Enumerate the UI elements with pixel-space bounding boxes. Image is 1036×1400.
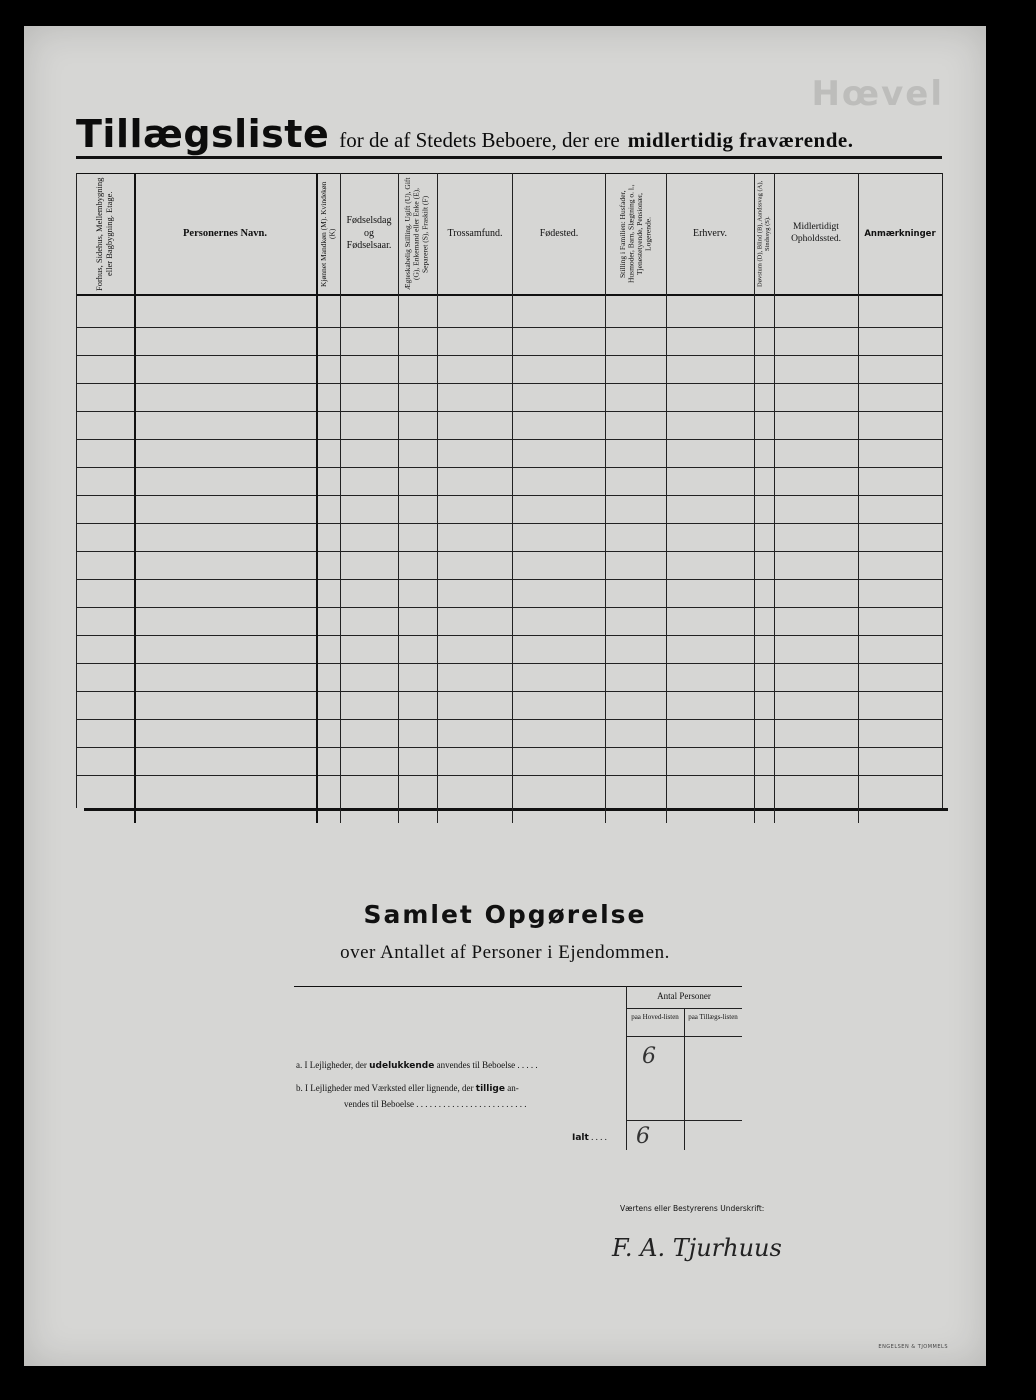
- header-fodested: Fødested.: [539, 227, 579, 239]
- header-anmaerkninger: Anmærkninger: [864, 228, 936, 239]
- row-a-suffix: anvendes til Beboelse . . . . .: [436, 1060, 538, 1070]
- row-b-line2: vendes til Beboelse . . . . . . . . . . . . . . . . . . . . . . . . .: [344, 1099, 527, 1109]
- header-navn: Personernes Navn.: [183, 228, 267, 240]
- signature: F. A. Tjurhuus: [612, 1234, 782, 1262]
- header-fodsel: Fødselsdag og Fødselsaar.: [346, 215, 392, 252]
- antal-personer-header: Antal Personer: [657, 991, 711, 1001]
- row-b-bold: tillige: [475, 1084, 505, 1094]
- header-kjon: Kjønnet Mandkøn (M). Kvindekøn (K): [318, 181, 337, 287]
- row-a: [296, 1060, 538, 1072]
- col-tillaegslisten: paa Tillægs-listen: [688, 1013, 738, 1021]
- col-hovedlisten: paa Hoved-listen: [631, 1013, 679, 1021]
- title-rule: [76, 156, 942, 159]
- header-bygning: Forhus, Sidehus, Mellembygning eller Bagbygning. Etage.: [94, 177, 114, 291]
- value-ialt-hoved: 6: [636, 1124, 650, 1149]
- header-sans: Døvstum (D), Blind (B), Aandssvag (A), Sindssyg (S).: [756, 180, 771, 288]
- census-form-page: [24, 26, 986, 1366]
- form-title: [76, 112, 853, 156]
- row-b-prefix: b. I Lejligheder med Værksted eller lignende, der: [296, 1083, 474, 1093]
- signature-label: Værtens eller Bestyrerens Underskrift:: [620, 1204, 765, 1213]
- title-emphasis: midlertidig fraværende.: [627, 128, 854, 152]
- row-a-bold: udelukkende: [369, 1061, 435, 1071]
- header-trossamfund: Trossamfund.: [447, 227, 503, 239]
- ialt-dots: . . . .: [591, 1132, 607, 1142]
- value-a-hoved: 6: [642, 1044, 656, 1069]
- header-stilling: Ægteskabelig Stilling. Ugift (U), Gift (G), Enkemand eller Enke (E), Separeret (S), Fraskilt (F): [403, 177, 430, 291]
- ialt-row: [572, 1132, 607, 1144]
- ialt-label: Ialt: [572, 1133, 589, 1143]
- printer-mark: ENGELSEN & TJOMMELS: [878, 1344, 948, 1350]
- row-b: [296, 1083, 519, 1095]
- row-a-prefix: a. I Lejligheder, der: [296, 1060, 367, 1070]
- title-main: Tillægsliste: [76, 112, 330, 156]
- row-b-suffix: an-: [507, 1083, 519, 1093]
- summary-title: Samlet Opgørelse: [363, 900, 647, 929]
- bleed-through-text: Hœvel: [811, 74, 944, 114]
- summary-subtitle: over Antallet af Personer i Ejendommen.: [340, 942, 670, 963]
- title-middle: for de af Stedets Beboere, der ere: [339, 128, 620, 152]
- header-familie: Stilling i Familien: Husfader, Husmoder, Barn, Slægtning o. l., Tjenestetyende, Pensionær, Logerende.: [617, 184, 653, 284]
- header-erhverv: Erhverv.: [692, 227, 728, 239]
- header-opholdssted: Midlertidigt Opholdssted.: [791, 222, 841, 244]
